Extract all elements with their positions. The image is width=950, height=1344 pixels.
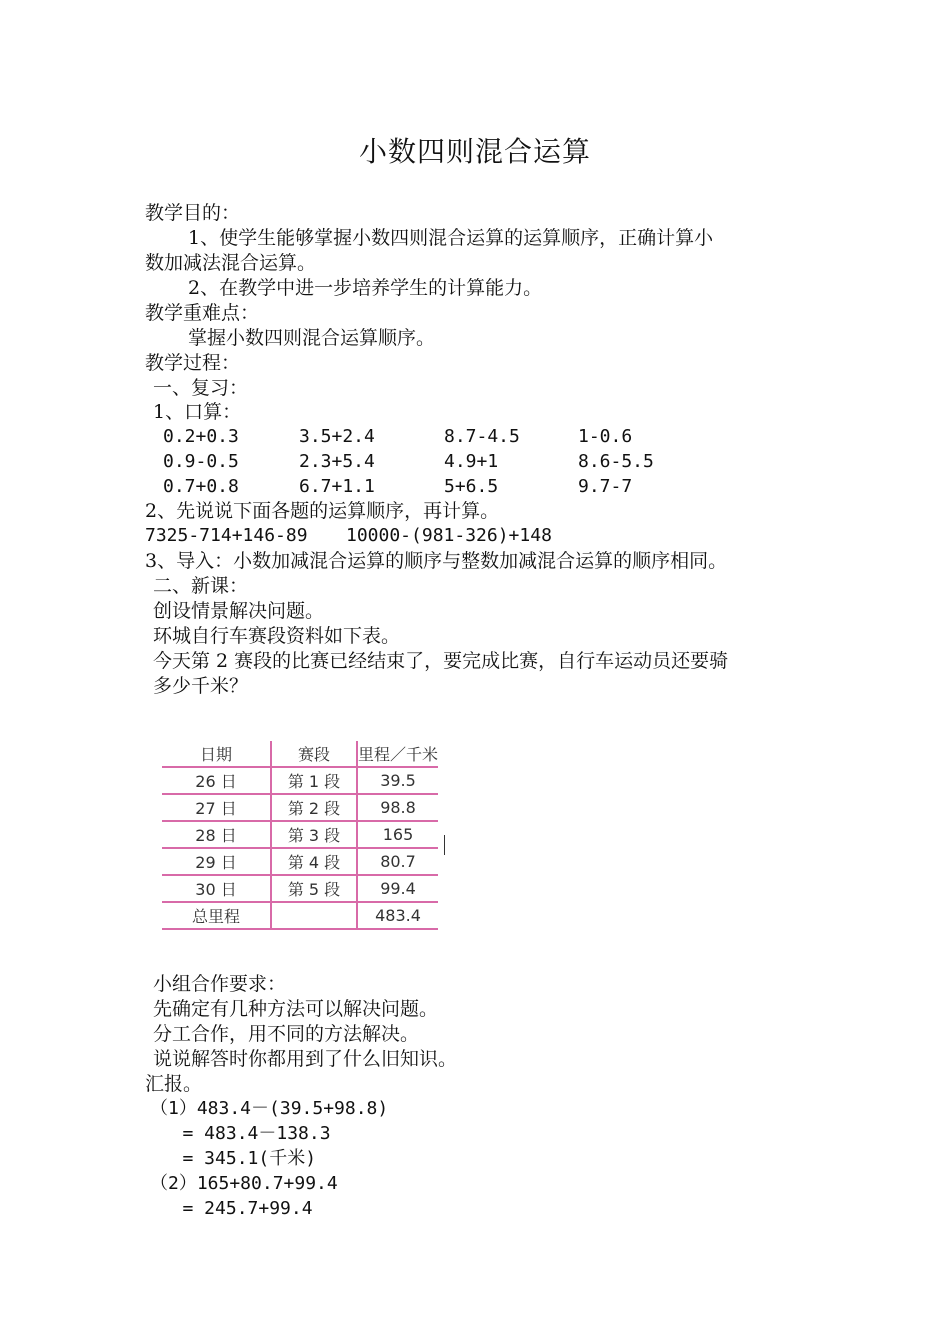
oral-item: 0.9-0.5 — [163, 451, 239, 472]
table-cell: 98.8 — [357, 794, 438, 821]
table-cell: 29 日 — [162, 848, 271, 875]
table-total-row — [162, 902, 438, 929]
document-title: 小数四则混合运算 — [358, 135, 591, 168]
oral-item: 8.7-4.5 — [444, 426, 520, 447]
solution-line: （1）483.4－(39.5+98.8) — [150, 1098, 389, 1119]
oral-item: 4.9+1 — [444, 451, 499, 472]
oral-item: 5+6.5 — [444, 476, 499, 497]
table-cell: 第 1 段 — [271, 767, 357, 794]
order-expression-2: 10000-(981-326)+148 — [346, 525, 552, 546]
table-cell: 39.5 — [357, 767, 438, 794]
objective-1-line2: 数加减法混合运算。 — [145, 252, 317, 274]
oral-item: 9.7-7 — [578, 476, 633, 497]
table-cell: 第 5 段 — [271, 875, 357, 902]
objective-1-line1: 1、使学生能够掌握小数四则混合运算的运算顺序，正确计算小 — [188, 227, 714, 249]
table-cell: 165 — [357, 821, 438, 848]
question-line-2: 多少千米？ — [153, 675, 249, 697]
review-heading: 一、复习： — [153, 377, 249, 399]
table-cell: 27 日 — [162, 794, 271, 821]
solution-line: = 483.4－138.3 — [150, 1123, 331, 1144]
table-row — [162, 794, 438, 821]
oral-item: 3.5+2.4 — [299, 426, 375, 447]
oral-item: 6.7+1.1 — [299, 476, 375, 497]
table-cell: 第 4 段 — [271, 848, 357, 875]
table-row — [162, 767, 438, 794]
table-cell: 80.7 — [357, 848, 438, 875]
objectives-heading: 教学目的： — [145, 202, 241, 224]
table-header-date: 日期 — [162, 741, 271, 767]
oral-item: 2.3+5.4 — [299, 451, 375, 472]
table-cell: 第 3 段 — [271, 821, 357, 848]
keypoints-text: 掌握小数四则混合运算顺序。 — [188, 327, 436, 349]
intro-text: 3、导入：小数加减混合运算的顺序与整数加减混合运算的顺序相同。 — [145, 550, 728, 572]
objective-2: 2、在教学中进一步培养学生的计算能力。 — [188, 277, 543, 299]
keypoints-heading: 教学重难点： — [145, 302, 260, 324]
question-line-1: 今天第 2 赛段的比赛已经结束了，要完成比赛，自行车运动员还要骑 — [153, 650, 729, 672]
table-cell: 总里程 — [162, 902, 271, 929]
solution-line: （2）165+80.7+99.4 — [150, 1173, 338, 1194]
order-heading: 2、先说说下面各题的运算顺序，再计算。 — [145, 500, 500, 522]
oral-heading: 1、口算： — [153, 401, 242, 423]
table-cell: 28 日 — [162, 821, 271, 848]
solution-line: = 245.7+99.4 — [150, 1198, 313, 1219]
route-intro: 环城自行车赛段资料如下表。 — [153, 625, 401, 647]
process-heading: 教学过程： — [145, 352, 241, 374]
table-cell: 26 日 — [162, 767, 271, 794]
table-cell: 483.4 — [357, 902, 438, 929]
table-row — [162, 821, 438, 848]
group-heading: 小组合作要求： — [153, 973, 287, 995]
table-row — [162, 848, 438, 875]
order-expression-1: 7325-714+146-89 — [145, 525, 308, 546]
route-table — [162, 741, 438, 930]
table-header-stage: 赛段 — [271, 741, 357, 767]
table-header-distance: 里程／千米 — [357, 741, 438, 767]
new-lesson-heading: 二、新课： — [153, 575, 249, 597]
oral-item: 0.7+0.8 — [163, 476, 239, 497]
text-cursor-mark — [444, 835, 445, 855]
oral-item: 1-0.6 — [578, 426, 633, 447]
table-row — [162, 875, 438, 902]
table-cell — [271, 902, 357, 929]
report-label: 汇报。 — [145, 1073, 203, 1095]
scenario-text: 创设情景解决问题。 — [153, 600, 325, 622]
table-cell: 第 2 段 — [271, 794, 357, 821]
group-requirement-1: 先确定有几种方法可以解决问题。 — [153, 998, 439, 1020]
oral-item: 0.2+0.3 — [163, 426, 239, 447]
oral-item: 8.6-5.5 — [578, 451, 654, 472]
group-requirement-3: 说说解答时你都用到了什么旧知识。 — [153, 1048, 458, 1070]
table-cell: 30 日 — [162, 875, 271, 902]
table-header-row — [162, 741, 438, 767]
table-cell: 99.4 — [357, 875, 438, 902]
group-requirement-2: 分工合作，用不同的方法解决。 — [153, 1023, 420, 1045]
solution-line: = 345.1(千米) — [150, 1148, 317, 1169]
